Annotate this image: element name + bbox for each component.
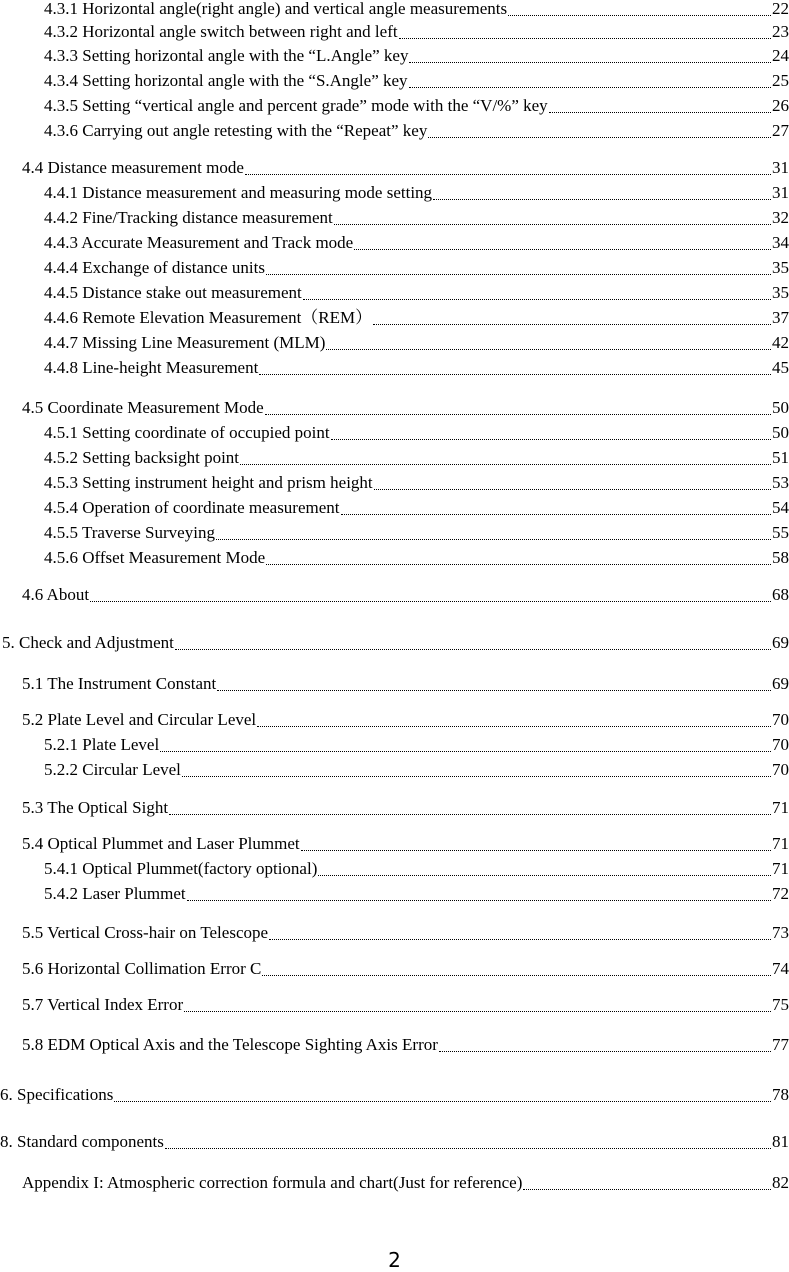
toc-entry[interactable]: 4.3.5 Setting “vertical angle and percent grade” mode with the “V/%” key 26 [44, 96, 789, 115]
dot-leader [257, 726, 771, 727]
dot-leader [409, 87, 771, 88]
toc-entry[interactable]: 5.5 Vertical Cross-hair on Telescope 73 [22, 923, 789, 942]
toc-entry[interactable]: 4.5.6 Offset Measurement Mode 58 [44, 548, 789, 567]
page-number: 2 [388, 1248, 401, 1272]
dot-leader [182, 776, 771, 777]
toc-entry[interactable]: 4.4.8 Line-height Measurement 45 [44, 358, 789, 377]
toc-entry[interactable]: 4.4.7 Missing Line Measurement (MLM) 42 [44, 333, 789, 352]
dot-leader [184, 1011, 771, 1012]
dot-leader [216, 539, 771, 540]
dot-leader [165, 1148, 771, 1149]
toc-entry[interactable]: 8. Standard components 81 [0, 1132, 789, 1151]
dot-leader [175, 649, 771, 650]
dot-leader [160, 751, 771, 752]
toc-entry[interactable]: 5. Check and Adjustment 69 [2, 633, 789, 652]
toc-entry[interactable]: 4.4.4 Exchange of distance units 35 [44, 258, 789, 277]
dot-leader [354, 249, 771, 250]
dot-leader [399, 38, 771, 39]
toc-entry[interactable]: 4.3.4 Setting horizontal angle with the “S.Angle” key 25 [44, 71, 789, 90]
dot-leader [265, 414, 771, 415]
dot-leader [262, 975, 771, 976]
toc-entry[interactable]: 5.4 Optical Plummet and Laser Plummet 71 [22, 834, 789, 853]
toc-entry[interactable]: 4.5.1 Setting coordinate of occupied point 50 [44, 423, 789, 442]
dot-leader [266, 274, 771, 275]
toc-entry[interactable]: 4.5.5 Traverse Surveying 55 [44, 523, 789, 542]
dot-leader [326, 349, 771, 350]
dot-leader [245, 174, 771, 175]
dot-leader [373, 324, 771, 325]
dot-leader [428, 137, 771, 138]
dot-leader [169, 814, 771, 815]
toc-entry[interactable]: 5.7 Vertical Index Error 75 [22, 995, 789, 1014]
dot-leader [303, 299, 771, 300]
dot-leader [266, 564, 771, 565]
dot-leader [269, 939, 771, 940]
toc-entry[interactable]: 4.3.2 Horizontal angle switch between right and left 23 [44, 22, 789, 41]
toc-entry[interactable]: 5.8 EDM Optical Axis and the Telescope Sighting Axis Error 77 [22, 1035, 789, 1054]
toc-entry[interactable]: 4.5.3 Setting instrument height and prism height 53 [44, 473, 789, 492]
toc-entry[interactable]: 5.6 Horizontal Collimation Error C 74 [22, 959, 789, 978]
toc-entry[interactable]: 5.2.1 Plate Level 70 [44, 735, 789, 754]
dot-leader [508, 15, 771, 16]
toc-entry[interactable]: 4.5.4 Operation of coordinate measurement 54 [44, 498, 789, 517]
dot-leader [318, 875, 771, 876]
toc-entry[interactable]: Appendix I: Atmospheric correction formula and chart(Just for reference) 82 [22, 1173, 789, 1192]
dot-leader [334, 224, 771, 225]
dot-leader [433, 199, 771, 200]
toc-entry[interactable]: 4.3.1 Horizontal angle(right angle) and vertical angle measurements 22 [44, 0, 789, 18]
dot-leader [523, 1189, 771, 1190]
toc-entry[interactable]: 5.2 Plate Level and Circular Level 70 [22, 710, 789, 729]
dot-leader [331, 439, 771, 440]
dot-leader [114, 1101, 771, 1102]
toc-entry[interactable]: 4.3.6 Carrying out angle retesting with the “Repeat” key 27 [44, 121, 789, 140]
dot-leader [259, 374, 771, 375]
dot-leader [187, 900, 771, 901]
toc-entry[interactable]: 4.4.3 Accurate Measurement and Track mode 34 [44, 233, 789, 252]
toc-entry[interactable]: 4.4.2 Fine/Tracking distance measurement 32 [44, 208, 789, 227]
toc-entry[interactable]: 4.5 Coordinate Measurement Mode 50 [22, 398, 789, 417]
dot-leader [549, 112, 771, 113]
dot-leader [301, 850, 771, 851]
toc-entry[interactable]: 4.4.1 Distance measurement and measuring mode setting 31 [44, 183, 789, 202]
toc-entry[interactable]: 4.6 About 68 [22, 585, 789, 604]
dot-leader [217, 690, 771, 691]
toc-entry[interactable]: 4.5.2 Setting backsight point 51 [44, 448, 789, 467]
dot-leader [90, 601, 771, 602]
toc-entry[interactable]: 5.1 The Instrument Constant 69 [22, 674, 789, 693]
toc-entry[interactable]: 5.3 The Optical Sight 71 [22, 798, 789, 817]
dot-leader [374, 489, 771, 490]
toc-entry[interactable]: 5.4.2 Laser Plummet 72 [44, 884, 789, 903]
dot-leader [240, 464, 771, 465]
toc-entry[interactable]: 6. Specifications 78 [0, 1085, 789, 1104]
toc-entry[interactable]: 4.3.3 Setting horizontal angle with the “L.Angle” key 24 [44, 46, 789, 65]
toc-entry[interactable]: 4.4.6 Remote Elevation Measurement（REM） 37 [44, 308, 789, 327]
toc-entry[interactable]: 4.4 Distance measurement mode 31 [22, 158, 789, 177]
dot-leader [439, 1051, 771, 1052]
toc-entry[interactable]: 4.4.5 Distance stake out measurement 35 [44, 283, 789, 302]
dot-leader [341, 514, 771, 515]
toc-entry[interactable]: 5.2.2 Circular Level 70 [44, 760, 789, 779]
dot-leader [409, 62, 771, 63]
toc-entry[interactable]: 5.4.1 Optical Plummet(factory optional) 71 [44, 859, 789, 878]
